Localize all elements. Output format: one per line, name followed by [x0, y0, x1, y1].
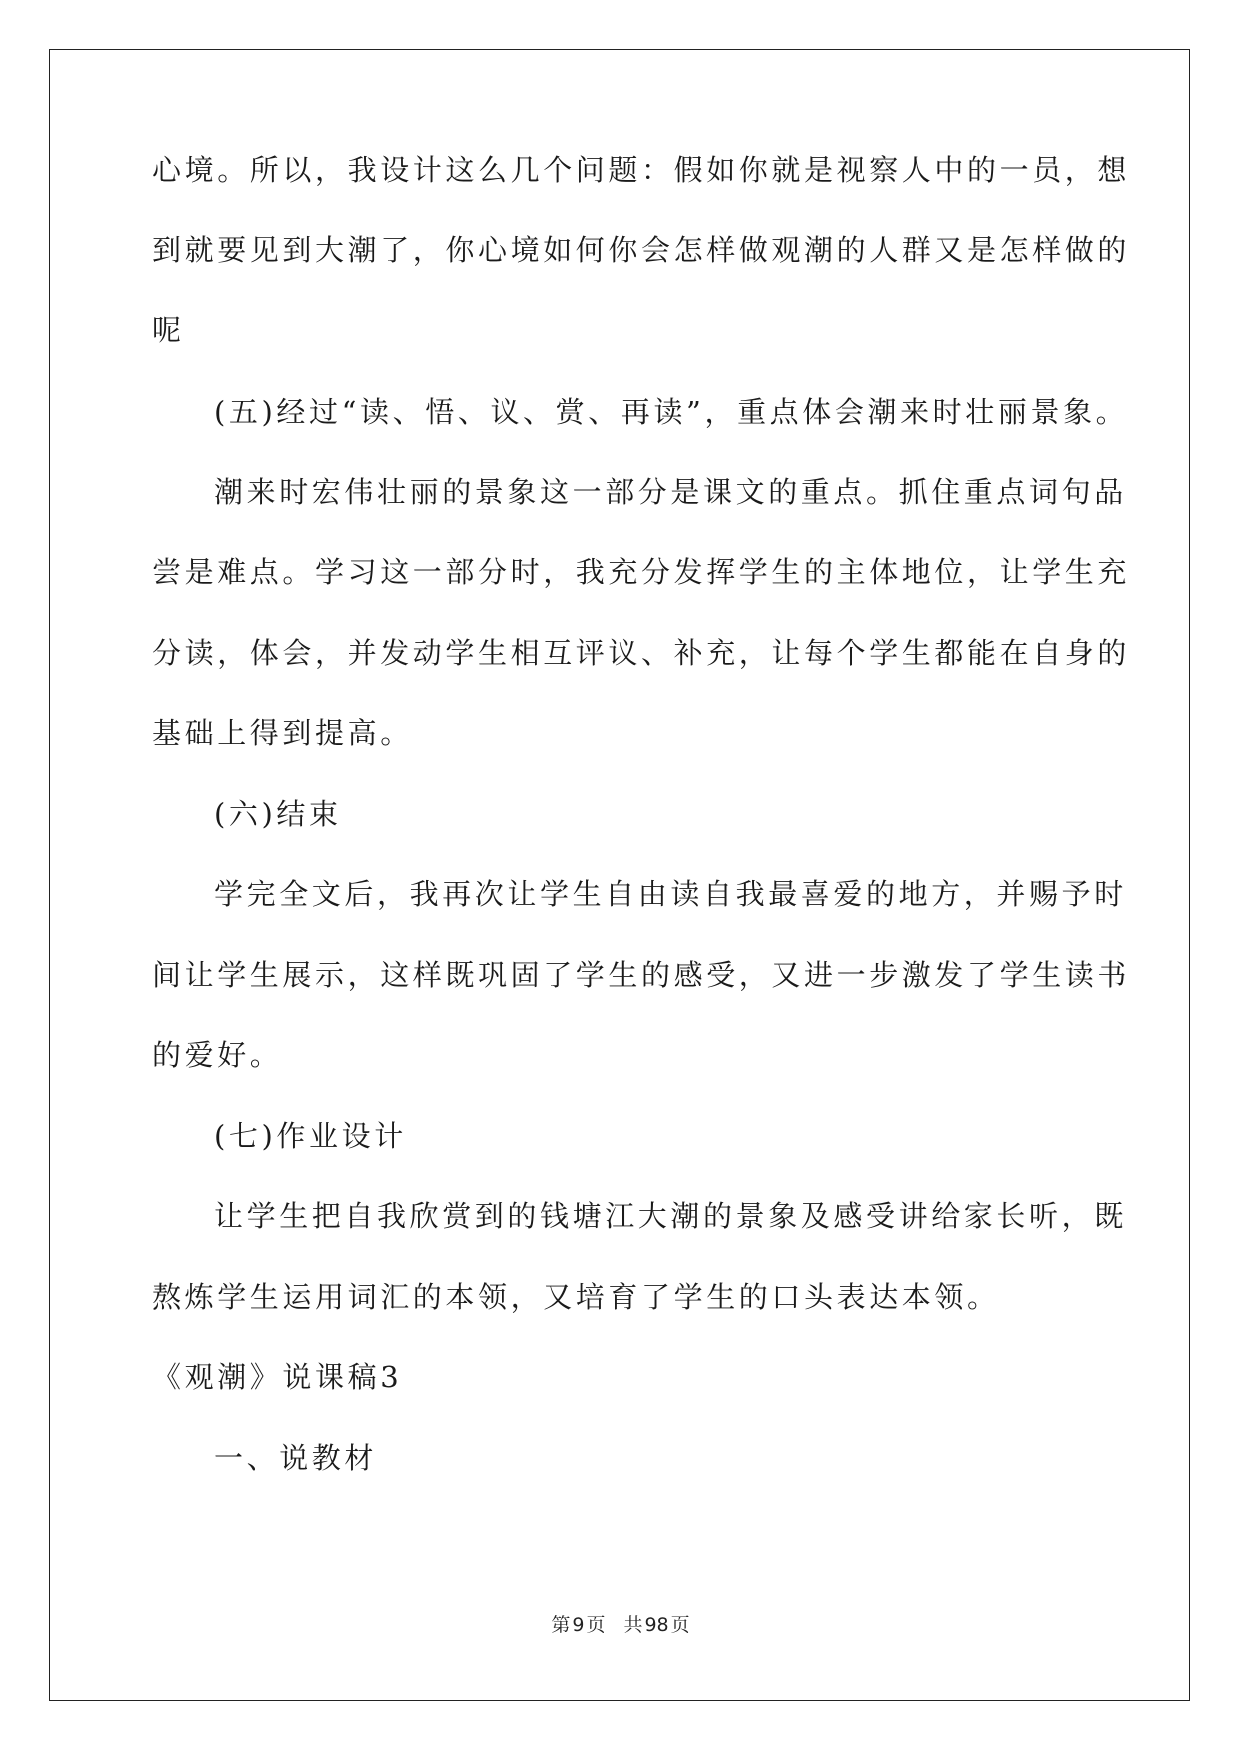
text-line: 潮来时宏伟壮丽的景象这一部分是课文的重点。抓住重点词句品	[214, 475, 1127, 509]
text-line: 心境。所以，我设计这么几个问题：假如你就是视察人中的一员，想	[152, 153, 1131, 187]
section-heading: (七)作业设计	[214, 1119, 407, 1153]
text-line: 学完全文后，我再次让学生自由读自我最喜爱的地方，并赐予时	[214, 877, 1127, 911]
total-suffix: 页	[670, 1614, 690, 1636]
page-footer	[0, 1610, 1241, 1637]
document-title: 《观潮》说课稿3	[152, 1360, 403, 1394]
text-line: 分读，体会，并发动学生相互评议、补充，让每个学生都能在自身的	[152, 636, 1131, 670]
page-suffix: 页	[586, 1614, 606, 1636]
text-line: 基础上得到提高。	[152, 716, 413, 750]
section-heading: (六)结束	[214, 797, 342, 831]
text-line: 熬炼学生运用词汇的本领，又培育了学生的口头表达本领。	[152, 1280, 1000, 1314]
text-line: 间让学生展示，这样既巩固了学生的感受，又进一步激发了学生读书	[152, 958, 1131, 992]
text-line: 让学生把自我欣赏到的钱塘江大潮的景象及感受讲给家长听，既	[214, 1199, 1127, 1233]
text-line: 呢	[152, 313, 185, 347]
page-number: 9	[572, 1614, 585, 1636]
text-line: 的爱好。	[152, 1038, 283, 1072]
text-line: 尝是难点。学习这一部分时，我充分发挥学生的主体地位，让学生充	[152, 555, 1131, 589]
text-line: 到就要见到大潮了，你心境如何你会怎样做观潮的人群又是怎样做的	[152, 233, 1131, 267]
section-heading: (五)经过“读、悟、议、赏、再读”，重点体会潮来时壮丽景象。	[214, 395, 1129, 429]
total-pages: 98	[644, 1614, 669, 1636]
page-prefix: 第	[551, 1614, 571, 1636]
total-prefix: 共	[623, 1614, 643, 1636]
section-heading: 一、说教材	[214, 1441, 378, 1475]
